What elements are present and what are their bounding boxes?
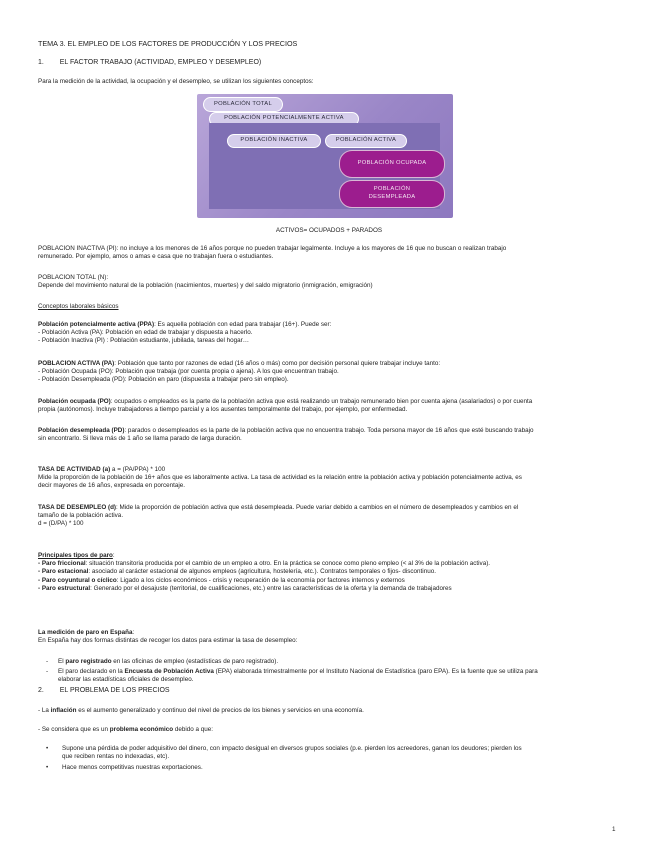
medicion-section (38, 629, 620, 645)
pd-paragraph (38, 427, 620, 443)
section1-title: EL FACTOR TRABAJO (ACTIVIDAD, EMPLEO Y DESEMPLEO) (59, 59, 262, 66)
poblacion-inactiva-label: POBLACION INACTIVA (PI) (38, 245, 117, 252)
pd-text-2: sin encontrarlo. Si lleva más de 1 año se llama parado de larga duración. (38, 435, 242, 443)
page-number: 1 (612, 826, 616, 833)
tasa-actividad-paragraph (38, 466, 620, 491)
inflacion-pre: - La (38, 707, 51, 714)
paro-estructural-text: : Generado por el desajuste (territorial, de cualificaciones, etc.) entre las características de la oferta y la demanda de trabajadores (90, 584, 452, 592)
problema-bullet-1-line2: que reciben rentas no indexadas, etc). (62, 753, 170, 761)
problema-bullet-2: Hace menos competitivas nuestras exportaciones. (62, 764, 203, 771)
ppa-label: Población potencialmente activa (PPA) (38, 321, 155, 328)
medicion-item-2-bold: Encuesta de Población Activa (124, 668, 214, 675)
inflacion-paragraph (38, 707, 620, 715)
dash-bullet: - (46, 658, 49, 665)
paro-coyuntural-label: - Paro coyuntural o cíclico (38, 576, 117, 584)
ppa-text: : Es aquella población con edad para trabajar (16+). Puede ser: (154, 321, 332, 328)
tasa-desempleo-text-2: tamaño de la población activa. (38, 512, 124, 520)
medicion-item-2-line2: elaborar las estadísticas oficiales de desempleo. (58, 676, 194, 684)
pa-item-1: - Población Ocupada (PO): Población que trabaja (por cuenta propia o ajena). A los que encuentran trabajo. (38, 368, 339, 376)
diagram-desempleada-line2: DESEMPLEADA (368, 194, 416, 200)
diagram-poblacion-ocupada: POBLACIÓN OCUPADA (339, 150, 445, 178)
tipos-paro-heading-colon: : (112, 552, 115, 559)
poblacion-inactiva-text: : no incluye a los menores de 16 años porque no pueden trabajar legalmente. Incluye a los mayores de 16 que no buscan o realizan trabajo (116, 245, 507, 252)
conceptos-heading: Conceptos laborales básicos (38, 303, 119, 310)
medicion-item-2-pre: El paro declarado en la (58, 668, 125, 675)
poblacion-inactiva-text-2: remunerado. Por ejemplo, amos o amas e casa que no trabajan fuera o estudiantes. (38, 253, 274, 261)
inflacion-post: es el aumento generalizado y continuo del nivel de precios de los bienes y servicios en una economía. (76, 707, 364, 714)
pa-item-2: - Población Desempleada (PD): Población en paro (dispuesta a trabajar pero sin empleo). (38, 376, 289, 384)
bullet-dot-icon: • (46, 745, 49, 752)
ppa-item-2: - Población Inactiva (PI) : Población estudiante, jubilada, tareas del hogar… (38, 337, 250, 345)
tasa-desempleo-paragraph (38, 504, 620, 529)
diagram-poblacion-potencialmente-activa: POBLACIÓN POTENCIALMENTE ACTIVA (209, 112, 359, 126)
problema-bullet-1-line1: Supone una pérdida de poder adquisitivo del dinero, con impacto desigual en diversos grupos sociales (p.e. pierden los acreedores, ganan los deudores; pierden los (62, 745, 522, 752)
po-text-2: propia (autónomos). Incluye trabajadores a tiempo parcial y a los ausentes temporalmente del trabajo, por ejemplo, por enfermedad. (38, 406, 408, 414)
section1-intro: Para la medición de la actividad, la ocupación y el desempleo, se utilizan los siguientes conceptos: (38, 78, 314, 85)
paro-estructural-label: - Paro estructural (38, 584, 91, 592)
tasa-actividad-text-2: decir mayores de 16 años, expresada en porcentaje. (38, 482, 186, 490)
paro-friccional-text: : situación transitoria producida por el cambio de un empleo a otro. En la práctica se conoce como pleno empleo (< al 3% de la población activa). (85, 560, 491, 568)
medicion-heading: La medición de paro en España (38, 629, 133, 636)
paro-coyuntural-text: : Ligado a los ciclos económicos - crisis y recuperación de la economía por factores internos y externos (116, 576, 405, 584)
problema-post: debido a que: (173, 726, 214, 733)
section1-heading (38, 59, 620, 67)
section1-number: 1. (38, 59, 44, 66)
diagram-desempleada-line1: POBLACIÓN (373, 186, 411, 193)
pa-paragraph (38, 360, 620, 385)
tasa-desempleo-formula: d = (D/PA) * 100 (38, 520, 84, 528)
ppa-paragraph (38, 321, 620, 346)
section2-heading (38, 687, 620, 695)
bullet-dot-icon: • (46, 764, 49, 771)
pd-text: : parados o desempleados es la parte de la población activa que no encuentra trabajo. Toda persona mayor de 16 años que esté buscando trabajo (124, 427, 534, 434)
diagram-poblacion-total: POBLACIÓN TOTAL (203, 97, 283, 112)
medicion-heading-colon: : (132, 629, 135, 636)
poblacion-total-label: POBLACION TOTAL (N): (38, 274, 109, 281)
tipos-paro-section (38, 552, 620, 593)
problema-pre: - Se considera que es un (38, 726, 110, 733)
poblacion-total-text: Depende del movimiento natural de la población (nacimientos, muertes) y del saldo migratorio (inmigración, emigración) (38, 282, 373, 290)
medicion-item-1-pre: El (58, 658, 66, 665)
medicion-intro: En España hay dos formas distintas de recoger los datos para estimar la tasa de desempleo: (38, 637, 298, 645)
pa-text: : Población que tanto por razones de edad (16 años o más) como por decisión personal quiere trabajar incluye tanto: (114, 360, 441, 367)
tasa-actividad-label: TASA DE ACTIVIDAD (a) (38, 466, 111, 473)
po-label: Población ocupada (PO) (38, 398, 111, 405)
population-diagram (197, 94, 453, 218)
po-text: : ocupados o empleados es la parte de la población activa que está realizando un trabajo remunerado bien por cuenta ajena (asalariados) o por cuenta (110, 398, 533, 405)
medicion-item-1-bold: paro registrado (65, 658, 112, 665)
section2-number: 2. (38, 687, 44, 694)
tasa-desempleo-text: : Mide la proporción de población activa que está desempleada. Puede variar debido a cambios en el número de desempleados y cambios en el (116, 504, 519, 511)
paro-friccional-label: - Paro friccional (38, 560, 86, 568)
activos-formula: ACTIVOS= OCUPADOS + PARADOS (275, 227, 383, 234)
ppa-item-1: - Población Activa (PA): Población en edad de trabajar y dispuesta a hacerlo. (38, 329, 253, 337)
paro-estacional-text: : asociado al carácter estacional de algunos empleos (agricultura, hostelería, etc.). Contratos temporales o fijos- discontinuo. (88, 568, 436, 576)
poblacion-total-paragraph (38, 274, 620, 290)
tasa-desempleo-label: TASA DE DESEMPLEO (d) (38, 504, 117, 511)
medicion-item-2 (58, 668, 618, 684)
tipos-paro-heading: Principales tipos de paro (38, 552, 113, 559)
diagram-poblacion-inactiva: POBLACIÓN INACTIVA (227, 134, 321, 148)
medicion-item-1-post: en las oficinas de empleo (estadísticas de paro registrado). (111, 658, 279, 665)
poblacion-inactiva-paragraph (38, 245, 620, 261)
medicion-item-1 (58, 658, 618, 666)
section2-title: EL PROBLEMA DE LOS PRECIOS (59, 687, 170, 694)
pa-label: POBLACION ACTIVA (PA) (38, 360, 115, 367)
problema-paragraph (38, 726, 620, 734)
problema-bold: problema económico (109, 726, 174, 733)
tasa-actividad-text: Mide la proporción de la población de 16+ años que es laboralmente activa. La tasa de actividad es la relación entre la población activa y población potencialmente activa, es (38, 474, 522, 482)
po-paragraph (38, 398, 620, 414)
medicion-item-2-post: (EPA) elaborada trimestralmente por el Instituto Nacional de Estadística (paro EPA). Es la fuente que se utiliza para (213, 668, 538, 675)
diagram-poblacion-desempleada (339, 180, 445, 208)
diagram-poblacion-activa: POBLACIÓN ACTIVA (325, 134, 407, 148)
document-title: TEMA 3. EL EMPLEO DE LOS FACTORES DE PRODUCCIÓN Y LOS PRECIOS (38, 39, 298, 48)
pd-label: Población desempleada (PD) (38, 427, 125, 434)
dash-bullet: - (46, 668, 49, 675)
tasa-actividad-formula: a = (PA/PPA) * 100 (110, 466, 166, 473)
problema-bullet-1 (62, 745, 618, 761)
paro-estacional-label: - Paro estacional (38, 568, 89, 576)
inflacion-bold: inflación (50, 707, 77, 714)
